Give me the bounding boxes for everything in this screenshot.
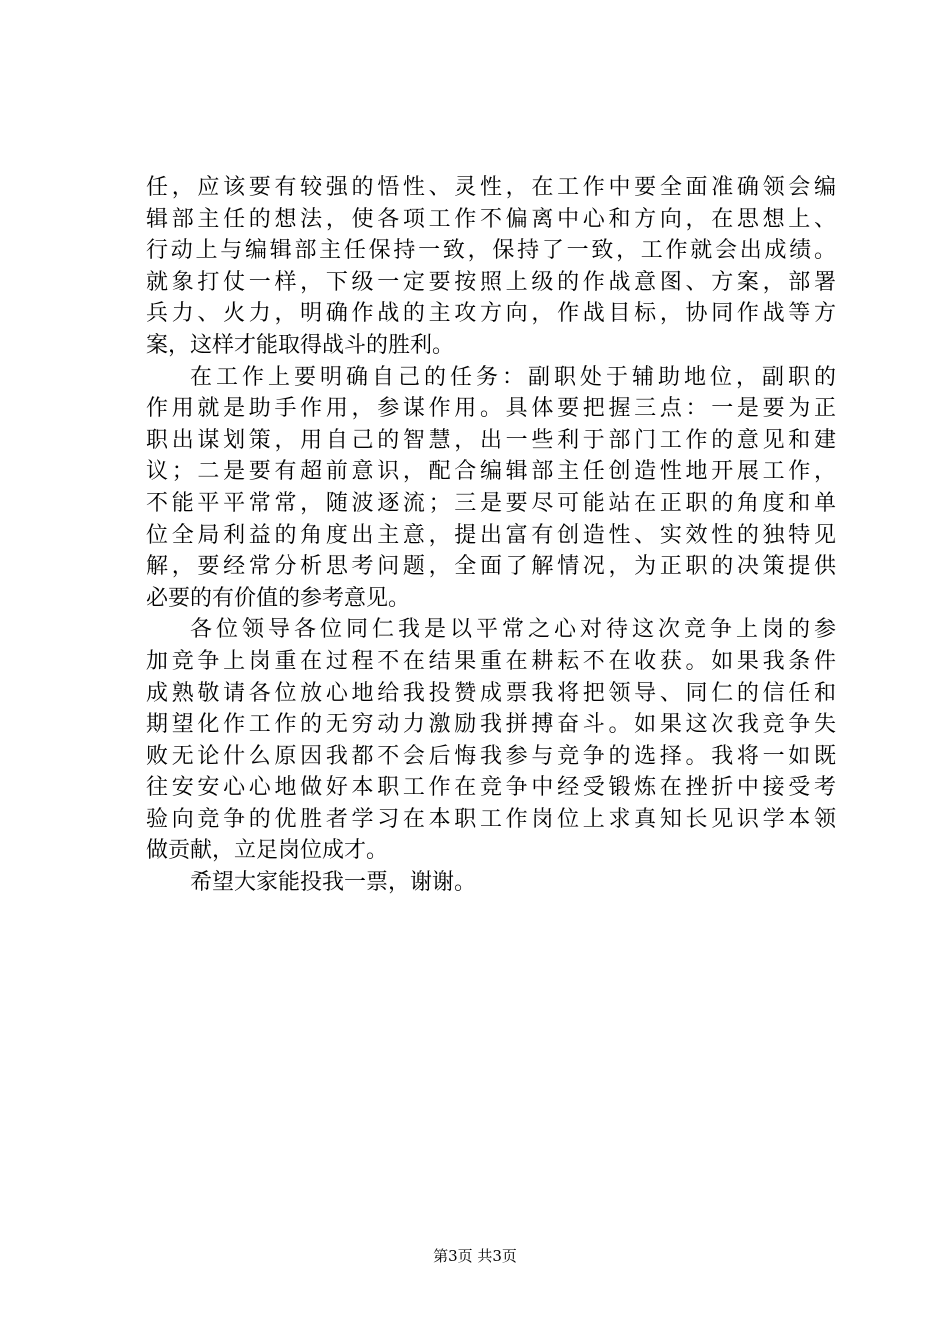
paragraph-attitude xyxy=(146,614,836,867)
text-line: 案，这样才能取得战斗的胜利。 xyxy=(146,332,455,358)
text-line: 就象打仗一样，下级一定要按照上级的作战意图、方案，部署 xyxy=(146,269,836,295)
text-line: 职出谋划策，用自己的智慧，出一些利于部门工作的意见和建 xyxy=(146,427,836,453)
text-line: 辑部主任的想法，使各项工作不偏离中心和方向，在思想上、 xyxy=(146,206,836,232)
text-line: 成熟敬请各位放心地给我投赞成票我将把领导、同仁的信任和 xyxy=(146,680,836,706)
text-line: 败无论什么原因我都不会后悔我参与竞争的选择。我将一如既 xyxy=(146,743,836,769)
document-body xyxy=(146,172,836,899)
text-line: 在工作上要明确自己的任务：副职处于辅助地位，副职的 xyxy=(190,364,836,390)
text-line: 加竞争上岗重在过程不在结果重在耕耘不在收获。如果我条件 xyxy=(146,648,836,674)
text-line: 期望化作工作的无穷动力激励我拼搏奋斗。如果这次我竞争失 xyxy=(146,712,836,738)
page-number-footer: 第3页 共3页 xyxy=(433,1247,517,1265)
text-line: 行动上与编辑部主任保持一致，保持了一致，工作就会出成绩。 xyxy=(146,238,836,264)
text-line: 往安安心心地做好本职工作在竞争中经受锻炼在挫折中接受考 xyxy=(146,775,836,801)
paragraph-task xyxy=(146,362,836,615)
text-line: 必要的有价值的参考意见。 xyxy=(146,585,411,611)
text-line: 作用就是助手作用，参谋作用。具体要把握三点：一是要为正 xyxy=(146,396,836,422)
text-line: 做贡献，立足岗位成才。 xyxy=(146,838,389,864)
text-line: 验向竞争的优胜者学习在本职工作岗位上求真知长见识学本领 xyxy=(146,806,836,832)
text-line: 位全局利益的角度出主意，提出富有创造性、实效性的独特见 xyxy=(146,522,836,548)
text-line: 议；二是要有超前意识，配合编辑部主任创造性地开展工作， xyxy=(146,459,836,485)
text-line: 不能平平常常，随波逐流；三是要尽可能站在正职的角度和单 xyxy=(146,490,836,516)
paragraph-continuation xyxy=(146,172,836,362)
text-line: 解，要经常分析思考问题，全面了解情况，为正职的决策提供 xyxy=(146,554,836,580)
paragraph-closing xyxy=(146,867,836,899)
text-line: 任，应该要有较强的悟性、灵性，在工作中要全面准确领会编 xyxy=(146,175,836,200)
text-line: 各位领导各位同仁我是以平常之心对待这次竞争上岗的参 xyxy=(190,617,836,643)
text-line: 兵力、火力，明确作战的主攻方向，作战目标，协同作战等方 xyxy=(146,301,836,327)
text-line: 希望大家能投我一票，谢谢。 xyxy=(190,870,477,896)
